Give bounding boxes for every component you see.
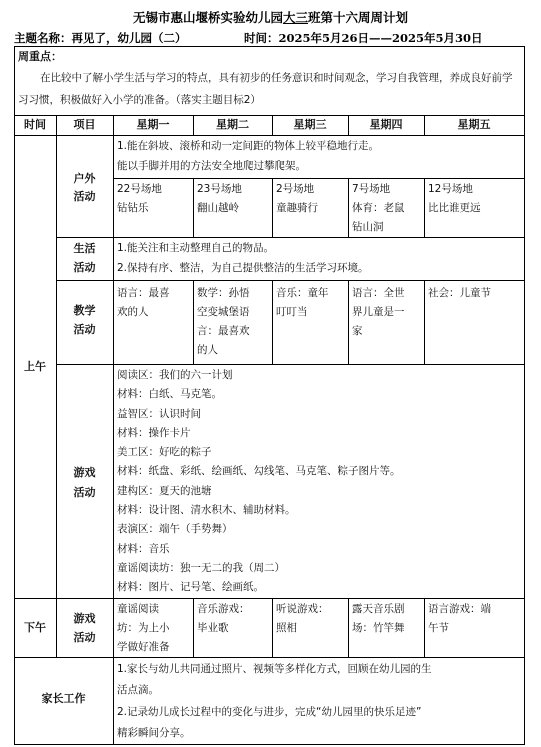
teaching-mon-2: 欢的人 — [117, 306, 149, 318]
game-areas-list — [117, 366, 522, 598]
pm-game-label-2: 活动 — [73, 631, 96, 644]
teaching-tue-1: 数学：孙悟 — [197, 287, 250, 299]
outdoor-label-1: 户外 — [73, 172, 96, 185]
row-divider — [14, 657, 525, 658]
game-area-line: 阅读区：我们的六一计划 — [117, 369, 233, 381]
outdoor-mon-2: 钻钻乐 — [117, 202, 149, 214]
row-divider — [56, 364, 525, 365]
outdoor-wed-2: 童趣骑行 — [276, 202, 318, 214]
pm-game-fri-2: 午节 — [428, 622, 449, 634]
game-area-line: 材料：设计图、清水积木、辅助材料。 — [117, 504, 296, 517]
pm-game-thu-2: 场：竹竿舞 — [352, 622, 405, 634]
col-divider — [193, 280, 194, 364]
game-area-line: 材料：白纸、马克笔。 — [117, 388, 222, 401]
row-divider — [14, 135, 525, 136]
game-area-line: 益智区：认识时间 — [117, 407, 201, 420]
outdoor-tue-1: 23号场地 — [197, 183, 242, 195]
teaching-label-2: 活动 — [73, 323, 96, 336]
table-right-border — [524, 46, 525, 745]
pm-game-wed-2: 照相 — [276, 622, 297, 634]
teaching-tue-4: 的人 — [197, 344, 218, 356]
header-friday: 星期五 — [457, 118, 491, 131]
pm-game-mon-3: 学做好准备 — [117, 641, 170, 653]
col-divider — [424, 280, 425, 364]
col-divider — [348, 280, 349, 364]
outdoor-wed-1: 2号场地 — [276, 183, 315, 195]
header-tuesday: 星期二 — [216, 118, 249, 131]
outdoor-thu-3: 钻山洞 — [352, 221, 384, 233]
game-area-line: 材料：纸盘、彩纸、绘画纸、勾线笔、马克笔、粽子图片等。 — [117, 465, 401, 478]
game-area-line: 美工区：好吃的粽子 — [117, 446, 212, 459]
pm-game-tue-2: 毕业歌 — [197, 622, 229, 634]
outdoor-goal-1: 1.能在斜坡、滚桥和动一定间距的物体上较平稳地行走。 — [117, 140, 380, 152]
focus-text: 在比较中了解小学生活与学习的特点，具有初步的任务意识和时间观念，学习自我管理，养成良好前学习习惯，积极做好入小学的准备。（落实主题目标2） — [18, 72, 513, 106]
period-morning: 上午 — [24, 360, 46, 373]
header-time: 时间 — [24, 118, 46, 131]
teaching-tue-3: 言：最喜欢 — [197, 325, 250, 337]
teaching-thu-1: 语言：全世 — [352, 287, 405, 299]
col-divider — [272, 598, 273, 657]
outdoor-tue-2: 翻山越岭 — [197, 202, 239, 214]
pm-game-wed-1: 听说游戏： — [276, 603, 329, 615]
pm-game-mon-1: 童谣阅读 — [117, 603, 159, 615]
parents-item-2a: 2.记录幼儿成长过程中的变化与进步，完成“幼儿园里的快乐足迹” — [117, 706, 422, 718]
outdoor-goal-2: 能以手脚并用的方法安全地爬过攀爬架。 — [117, 160, 306, 172]
game-area-line: 童谣阅读坊：独一无二的我（周二） — [117, 561, 285, 574]
theme-name: 主题名称：再见了，幼儿园（二） — [14, 31, 187, 45]
outdoor-mon-1: 22号场地 — [117, 183, 162, 195]
game-label-2: 活动 — [73, 486, 96, 499]
row-divider — [56, 280, 525, 281]
game-area-line: 材料：图片、记号笔、绘画纸。 — [117, 581, 264, 594]
col-divider — [193, 598, 194, 657]
teaching-wed-2: 叮叮当 — [276, 306, 308, 318]
header-item: 项目 — [73, 118, 96, 131]
parents-item-1a: 1.家长与幼儿共同通过照片、视频等多样化方式，回顾在幼儿园的生 — [117, 663, 432, 675]
date-range: 时间：2025年5月26日——2025年5月30日 — [244, 31, 483, 45]
teaching-mon-1: 语言：最喜 — [117, 287, 170, 299]
life-goal-2: 2.保持有序、整洁，为自己提供整洁的生活学习环境。 — [117, 262, 369, 274]
teaching-label-1: 教学 — [73, 304, 96, 317]
game-area-line: 材料：操作卡片 — [117, 426, 191, 439]
parents-work-label: 家长工作 — [41, 692, 86, 705]
outdoor-label-2: 活动 — [73, 190, 96, 203]
col-divider — [348, 598, 349, 657]
col-divider — [424, 598, 425, 657]
row-divider — [113, 178, 525, 179]
life-label-2: 活动 — [73, 261, 96, 274]
outdoor-thu-1: 7号场地 — [352, 183, 391, 195]
teaching-wed-1: 音乐：童年 — [276, 287, 329, 299]
col-divider — [193, 178, 194, 237]
col-divider — [424, 178, 425, 237]
header-wednesday: 星期三 — [293, 118, 327, 131]
teaching-tue-2: 空变城堡语 — [197, 306, 250, 318]
table-bottom-border — [14, 744, 525, 745]
row-divider — [56, 237, 525, 238]
col-divider — [272, 280, 273, 364]
teaching-thu-2: 界儿童是一 — [352, 306, 405, 318]
outdoor-fri-2: 比比谁更远 — [428, 202, 481, 214]
header-monday: 星期一 — [136, 118, 170, 131]
life-goal-1: 1.能关注和主动整理自己的物品。 — [117, 242, 275, 254]
game-label-1: 游戏 — [73, 466, 96, 479]
pm-game-label-1: 游戏 — [73, 612, 96, 625]
life-label-1: 生活 — [73, 242, 96, 255]
col-divider — [113, 115, 114, 744]
title-school: 无锡市惠山堰桥实验幼儿园 — [132, 10, 283, 25]
game-area-line: 建构区：夏天的池塘 — [117, 484, 212, 497]
focus-label: 周重点： — [18, 50, 62, 63]
game-area-line: 表演区：端午（手势舞） — [117, 523, 233, 536]
pm-game-mon-2: 坊：为上小 — [117, 622, 170, 634]
game-area-line: 材料：音乐 — [117, 542, 170, 555]
pm-game-tue-1: 音乐游戏： — [197, 603, 250, 615]
pm-game-thu-1: 露天音乐剧 — [352, 603, 405, 615]
header-thursday: 星期四 — [369, 118, 403, 131]
outdoor-thu-2: 体育：老鼠 — [352, 202, 405, 214]
col-divider — [348, 178, 349, 237]
teaching-fri-1: 社会：儿童节 — [428, 287, 491, 299]
parents-item-2b: 精彩瞬间分享。 — [117, 727, 191, 739]
parents-item-1b: 活点滴。 — [117, 684, 159, 696]
table-top-border — [14, 46, 525, 47]
col-divider — [272, 178, 273, 237]
table-left-border — [14, 46, 15, 745]
title-suffix: 班第十六周周计划 — [308, 10, 409, 25]
row-divider — [14, 598, 525, 599]
teaching-thu-3: 家 — [352, 325, 363, 337]
title-class: 大三 — [282, 10, 308, 25]
pm-game-fri-1: 语言游戏：端 — [428, 603, 491, 615]
period-afternoon: 下午 — [24, 621, 46, 634]
outdoor-fri-1: 12号场地 — [428, 183, 473, 195]
